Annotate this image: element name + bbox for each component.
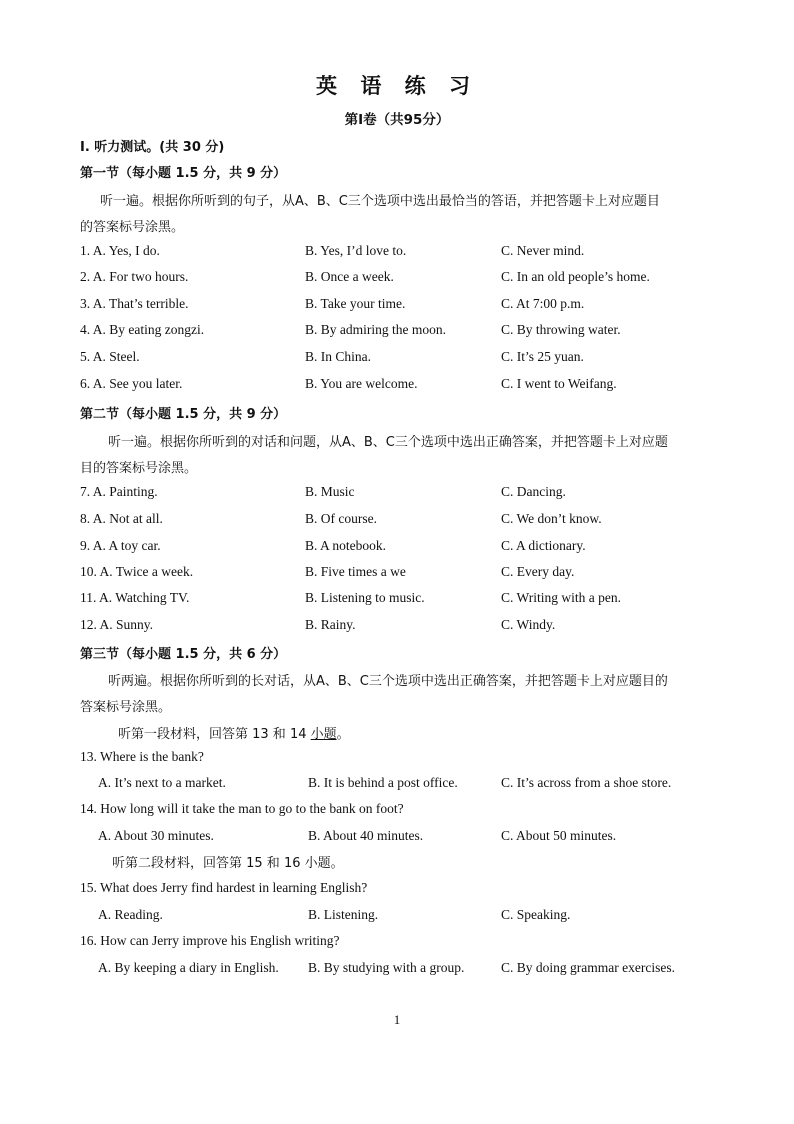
question-row	[80, 828, 740, 848]
question-row	[80, 907, 740, 927]
option-c: C. It’s across from a shoe store.	[501, 775, 672, 790]
question-row	[80, 617, 740, 637]
question-row	[80, 775, 740, 795]
option-b: B. Take your time.	[305, 296, 406, 311]
option-b: B. Five times a we	[305, 564, 406, 579]
section1-instruction-line1: 听一遍。根据你所听到的句子，从A、B、C三个选项中选出最恰当的答语，并把答题卡上对应题目	[100, 194, 660, 209]
option-b: B. Rainy.	[305, 617, 356, 632]
question-row	[80, 269, 740, 289]
option-a: A. By keeping a diary in English.	[98, 960, 279, 975]
option-b: B. A notebook.	[305, 538, 387, 553]
question-13: 13. Where is the bank?	[80, 749, 204, 764]
option-c: C. Dancing.	[501, 484, 566, 499]
option-b: B. Listening.	[308, 907, 379, 922]
option-a: 6. A. See you later.	[80, 376, 183, 391]
section1-instruction-line2: 的答案标号涂黑。	[80, 220, 185, 235]
option-c: C. Windy.	[501, 617, 556, 632]
section3-instruction-line1: 听两遍。根据你所听到的长对话，从A、B、C三个选项中选出正确答案，并把答题卡上对应题目的	[108, 674, 668, 689]
option-a: 10. A. Twice a week.	[80, 564, 194, 579]
option-c: C. I went to Weifang.	[501, 376, 617, 391]
question-16: 16. How can Jerry improve his English writing?	[80, 933, 340, 948]
question-row	[80, 564, 740, 584]
option-b: B. You are welcome.	[305, 376, 418, 391]
section2-heading: 第二节（每小题 1.5 分，共 9 分）	[80, 407, 287, 422]
option-a: A. About 30 minutes.	[98, 828, 214, 843]
option-c: C. At 7:00 p.m.	[501, 296, 585, 311]
option-c: C. By doing grammar exercises.	[501, 960, 675, 975]
option-c: C. It’s 25 yuan.	[501, 349, 584, 364]
page-title: 英 语 练 习	[316, 74, 478, 98]
option-b: B. Listening to music.	[305, 590, 425, 605]
option-b: B. By admiring the moon.	[305, 322, 446, 337]
option-c: C. In an old people’s home.	[501, 269, 650, 284]
option-a: A. It’s next to a market.	[98, 775, 226, 790]
paper-subtitle: 第I卷（共95分）	[344, 112, 450, 128]
option-b: B. It is behind a post office.	[308, 775, 458, 790]
option-c: C. Never mind.	[501, 243, 585, 258]
section3-instruction-line2: 答案标号涂黑。	[80, 700, 172, 715]
option-a: 9. A. A toy car.	[80, 538, 161, 553]
option-b: B. Yes, I’d love to.	[305, 243, 407, 258]
option-c: C. Writing with a pen.	[501, 590, 621, 605]
material2-instruction: 听第二段材料，回答第 15 和 16 小题。	[112, 856, 344, 871]
question-row	[80, 243, 740, 263]
material1-text: 听第一段材料，回答第 13 和 14	[118, 727, 311, 742]
section1-heading: 第一节（每小题 1.5 分，共 9 分）	[80, 166, 287, 181]
option-a: A. Reading.	[98, 907, 163, 922]
option-a: 5. A. Steel.	[80, 349, 140, 364]
option-c: C. A dictionary.	[501, 538, 586, 553]
option-a: 7. A. Painting.	[80, 484, 158, 499]
section3-heading: 第三节（每小题 1.5 分，共 6 分）	[80, 647, 287, 662]
question-14: 14. How long will it take the man to go to the bank on foot?	[80, 801, 404, 816]
material1-underlined: 小题	[310, 727, 337, 742]
material1-instruction	[118, 723, 350, 742]
question-row	[80, 590, 740, 610]
option-a: 3. A. That’s terrible.	[80, 296, 189, 311]
option-b: B. Once a week.	[305, 269, 394, 284]
option-b: B. By studying with a group.	[308, 960, 465, 975]
question-row	[80, 376, 740, 396]
question-row	[80, 538, 740, 558]
option-c: C. Speaking.	[501, 907, 571, 922]
section2-instruction-line1: 听一遍。根据你所听到的对话和问题，从A、B、C三个选项中选出正确答案，并把答题卡上对应题	[108, 435, 668, 450]
option-c: C. By throwing water.	[501, 322, 621, 337]
section2-instruction-line2: 目的答案标号涂黑。	[80, 461, 198, 476]
option-a: 1. A. Yes, I do.	[80, 243, 160, 258]
option-b: B. In China.	[305, 349, 371, 364]
question-15: 15. What does Jerry find hardest in learning English?	[80, 880, 368, 895]
part-heading: I. 听力测试。(共 30 分)	[80, 140, 225, 155]
page-number: 1	[393, 1012, 401, 1027]
question-row	[80, 511, 740, 531]
option-a: 11. A. Watching TV.	[80, 590, 190, 605]
option-b: B. About 40 minutes.	[308, 828, 424, 843]
option-b: B. Music	[305, 484, 355, 499]
option-c: C. Every day.	[501, 564, 575, 579]
option-a: 4. A. By eating zongzi.	[80, 322, 205, 337]
question-row	[80, 960, 740, 980]
question-row	[80, 484, 740, 504]
question-row	[80, 296, 740, 316]
question-row	[80, 322, 740, 342]
material1-end: 。	[336, 727, 350, 742]
question-row	[80, 349, 740, 369]
option-c: C. About 50 minutes.	[501, 828, 617, 843]
option-a: 8. A. Not at all.	[80, 511, 163, 526]
option-a: 12. A. Sunny.	[80, 617, 154, 632]
option-a: 2. A. For two hours.	[80, 269, 189, 284]
option-b: B. Of course.	[305, 511, 377, 526]
option-c: C. We don’t know.	[501, 511, 602, 526]
